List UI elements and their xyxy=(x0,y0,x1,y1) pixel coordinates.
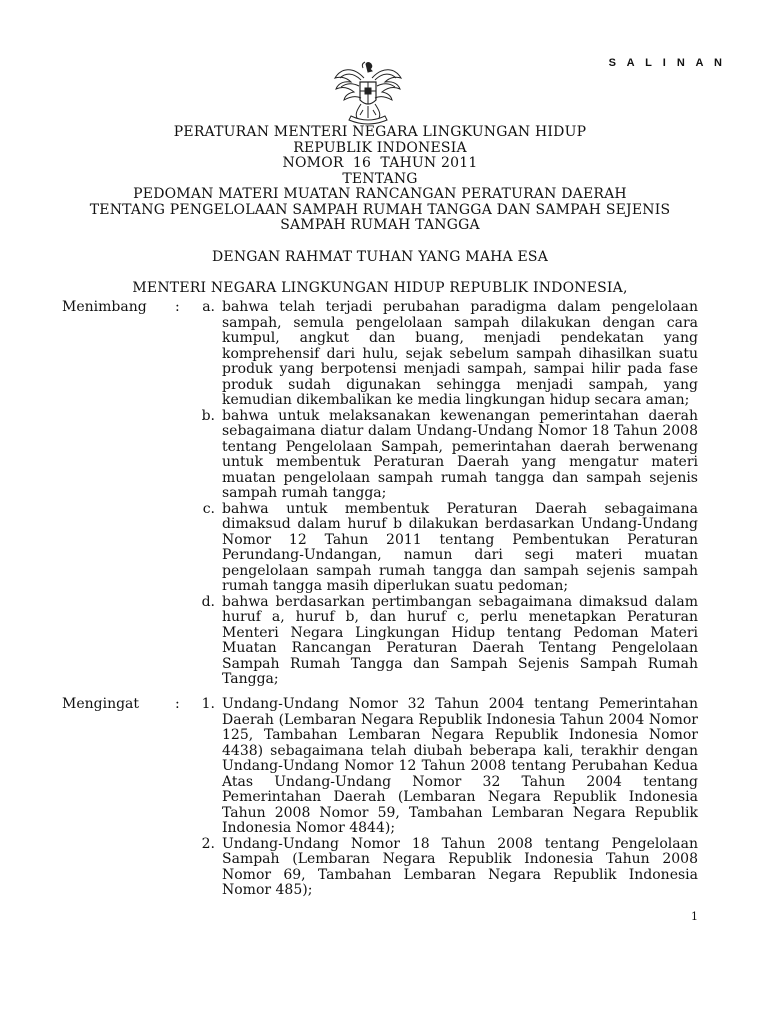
mengingat-label: Mengingat xyxy=(62,696,140,712)
rahmat-line: DENGAN RAHMAT TUHAN YANG MAHA ESA xyxy=(211,248,549,265)
item-text: Undang-Undang Nomor 18 Tahun 2008 tentang Pengelolaan Sampah (Lembaran Negara Republik Indonesia Tahun 2008 Nomor 69, Tambahan Lembaran Negara Republik Indonesia Nomor 485); xyxy=(222,835,698,898)
header-subject-line-3: SAMPAH RUMAH TANGGA xyxy=(280,217,480,233)
item-text: bahwa untuk melaksanakan kewenangan pemerintahan daerah sebagaimana diatur dalam Undang-Undang Nomor 18 Tahun 2008 tentang Pengelolaan Sampah, pemerintahan daerah berwenang untuk membentuk Peraturan Daerah yang mengatur materi muatan pengelolaan sampah rumah tangga dan sampah sejenis sampah rumah tangga; xyxy=(222,407,698,501)
menimbang-item-d xyxy=(62,595,698,688)
menimbang-colon: : xyxy=(175,299,180,315)
salinan-stamp: S A L I N A N xyxy=(608,57,726,69)
header-country: REPUBLIK INDONESIA xyxy=(293,139,467,156)
item-marker: b. xyxy=(201,407,215,424)
item-text: bahwa telah terjadi perubahan paradigma dalam pengelolaan sampah, semula pengelolaan sampah dilakukan dengan cara kumpul, angkut dan buang, menjadi pendekatan yang komprehensif dari hulu, sejak sebelum sampah dihasilkan suatu produk yang berpotensi menjadi sampah, sampai hilir pada fase produk sudah digunakan sehingga menjadi sampah, yang kemudian dikembalikan ke media lingkungan hidup secara aman; xyxy=(222,299,698,408)
item-text: bahwa untuk membentuk Peraturan Daerah sebagaimana dimaksud dalam huruf b dilakukan berdasarkan Undang-Undang Nomor 12 Tahun 2011 tentang Pembentukan Peraturan Perundang-Undangan, namun dari segi materi muatan pengelolaan sampah rumah tangga dan sampah sejenis sampah rumah tangga masih diperlukan suatu pedoman; xyxy=(222,500,698,594)
item-marker: a. xyxy=(202,299,215,315)
header-subject-line-2: TENTANG PENGELOLAAN SAMPAH RUMAH TANGGA DAN SAMPAH SEJENIS xyxy=(89,201,671,218)
item-text: bahwa berdasarkan pertimbangan sebagaimana dimaksud dalam huruf a, huruf b, dan huruf c, perlu menetapkan Peraturan Menteri Negara Lingkungan Hidup tentang Pedoman Materi Muatan Rancangan Peraturan Daerah Tentang Pengelolaan Sampah Rumah Tangga dan Sampah Sejenis Sampah Rumah Tangga; xyxy=(222,593,698,687)
menteri-line: MENTERI NEGARA LINGKUNGAN HIDUP REPUBLIK INDONESIA, xyxy=(132,280,628,296)
garuda-emblem-icon xyxy=(333,60,403,126)
header-number: NOMOR 16 TAHUN 2011 xyxy=(282,155,478,171)
page-number: 1 xyxy=(691,910,698,923)
header-title: PERATURAN MENTERI NEGARA LINGKUNGAN HIDUP xyxy=(173,124,587,140)
item-marker: d. xyxy=(201,593,215,610)
mengingat-item-1 xyxy=(62,697,698,837)
item-marker: c. xyxy=(202,500,215,517)
menimbang-label: Menimbang xyxy=(62,299,147,315)
header-tentang: TENTANG xyxy=(342,170,418,187)
mengingat-colon: : xyxy=(175,696,180,712)
item-marker: 2. xyxy=(201,835,215,852)
menimbang-item-c xyxy=(62,502,698,595)
item-marker: 1. xyxy=(201,696,215,712)
header-subject-line-1: PEDOMAN MATERI MUATAN RANCANGAN PERATURAN DAERAH xyxy=(133,186,627,202)
mengingat-section xyxy=(62,697,698,899)
menimbang-item-b xyxy=(62,409,698,502)
item-text: Undang-Undang Nomor 32 Tahun 2004 tentang Pemerintahan Daerah (Lembaran Negara Republik Indonesia Tahun 2004 Nomor 125, Tambahan Lembaran Negara Republik Indonesia Nomor 4438) sebagaimana telah diubah beberapa kali, terakhir dengan Undang-Undang Nomor 12 Tahun 2008 tentang Perubahan Kedua Atas Undang-Undang Nomor 32 Tahun 2004 tentang Pemerintahan Daerah (Lembaran Negara Republik Indonesia Tahun 2008 Nomor 59, Tambahan Lembaran Negara Republik Indonesia Nomor 4844); xyxy=(222,696,698,836)
menimbang-item-a xyxy=(62,300,698,409)
menimbang-section xyxy=(62,300,698,688)
document-header xyxy=(60,125,700,297)
mengingat-item-2 xyxy=(62,837,698,899)
